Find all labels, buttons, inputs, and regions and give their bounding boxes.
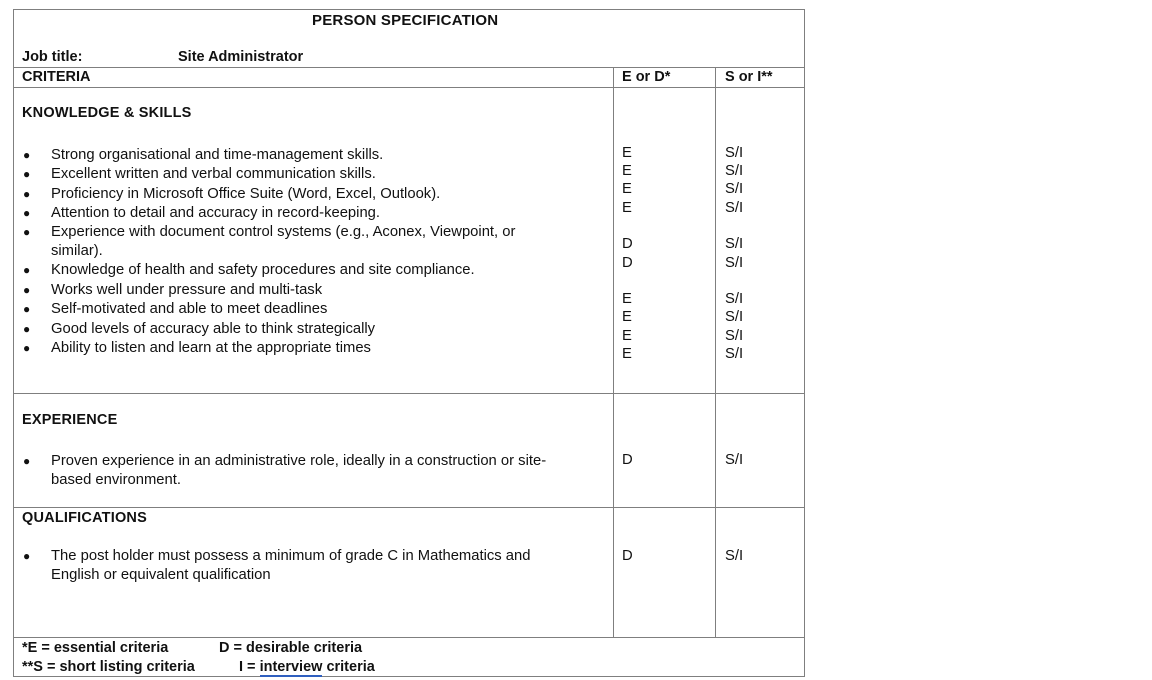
bullet-icon: ●	[23, 283, 31, 297]
person-specification-document: PERSON SPECIFICATION Job title: Site Administrator CRITERIA E or D* S or I** KNOWLEDGE & SKILLS ● Strong organisational and time-management skills. ● Excellent written and verbal communication skills. ● Proficiency in Microsoft Office Suite (Word, Excel, Outlook). ● Attention to detail and accuracy in record-keeping. ● Experience with document control systems (e.g., Aconex, Viewpoint, or similar). ● Knowledge of health and safety procedures and site compliance. ● Works well under pressure and multi-task ● Self-motivated and able to meet deadlines ● Good levels of accuracy able to think strategically ● Ability to listen and learn at the appropriate times E E E E D D E E E E S/I S/I S/I S/I S/I S/I S/I S/I S/I S/I EXPERIENCE ● Proven experience in an administrative role, ideally in a construction or site- based environment. D S/I QUALIFICATIONS ● The post holder must possess a minimum of grade C in Mathematics and English or equivalent qualification D S/I *E = essential criteria D = desirable criteria **S = short listing criteria I = interview criteria	[13, 9, 805, 677]
legend-desirable: D = desirable criteria	[219, 640, 363, 656]
bullet-icon: ●	[23, 454, 31, 468]
bullet-icon: ●	[23, 263, 31, 277]
e-or-d-value: D	[622, 236, 633, 252]
legend-divider	[14, 637, 804, 638]
section-heading-qualifications: QUALIFICATIONS	[22, 510, 147, 526]
bullet-icon: ●	[23, 148, 31, 162]
section-heading-experience: EXPERIENCE	[22, 412, 118, 428]
legend-essential: *E = essential criteria	[22, 640, 169, 656]
section-divider-1	[14, 393, 804, 394]
e-or-d-value: E	[622, 200, 632, 216]
s-or-i-value: S/I	[725, 328, 744, 344]
bullet-icon: ●	[23, 549, 31, 563]
s-or-i-value: S/I	[725, 163, 744, 179]
e-or-d-value: E	[622, 328, 632, 344]
spellcheck-underline: interview	[259, 659, 323, 675]
s-or-i-value: S/I	[725, 145, 744, 161]
column-header-s-or-i: S or I**	[725, 69, 773, 85]
s-or-i-value: S/I	[725, 291, 744, 307]
header-top-rule	[14, 67, 804, 68]
e-or-d-value: D	[622, 548, 633, 564]
job-title-label: Job title:	[22, 49, 83, 65]
e-or-d-value: D	[622, 452, 633, 468]
bullet-icon: ●	[23, 187, 31, 201]
e-or-d-value: E	[622, 181, 632, 197]
s-or-i-value: S/I	[725, 346, 744, 362]
job-title-value: Site Administrator	[178, 49, 304, 65]
e-or-d-value: E	[622, 291, 632, 307]
section-divider-2	[14, 507, 804, 508]
s-or-i-value: S/I	[725, 236, 744, 252]
legend-short-listing: **S = short listing criteria	[22, 659, 195, 675]
header-bottom-rule	[14, 87, 804, 88]
bullet-icon: ●	[23, 206, 31, 220]
e-or-d-value: E	[622, 346, 632, 362]
legend-interview: I = interview criteria	[239, 659, 375, 675]
e-or-d-value: E	[622, 163, 632, 179]
document-title: PERSON SPECIFICATION	[312, 12, 499, 29]
s-or-i-value: S/I	[725, 309, 744, 325]
e-or-d-value: E	[622, 145, 632, 161]
s-or-i-value: S/I	[725, 255, 744, 271]
bullet-icon: ●	[23, 302, 31, 316]
s-or-i-value: S/I	[725, 548, 744, 564]
column-divider-1	[613, 67, 614, 638]
bullet-icon: ●	[23, 341, 31, 355]
s-or-i-value: S/I	[725, 452, 744, 468]
e-or-d-value: D	[622, 255, 633, 271]
s-or-i-value: S/I	[725, 200, 744, 216]
column-header-e-or-d: E or D*	[622, 69, 671, 85]
s-or-i-value: S/I	[725, 181, 744, 197]
bullet-icon: ●	[23, 167, 31, 181]
column-divider-2	[715, 67, 716, 638]
bullet-icon: ●	[23, 322, 31, 336]
column-header-criteria: CRITERIA	[22, 69, 91, 85]
section-heading-knowledge-skills: KNOWLEDGE & SKILLS	[22, 105, 192, 121]
bullet-icon: ●	[23, 225, 31, 239]
e-or-d-value: E	[622, 309, 632, 325]
